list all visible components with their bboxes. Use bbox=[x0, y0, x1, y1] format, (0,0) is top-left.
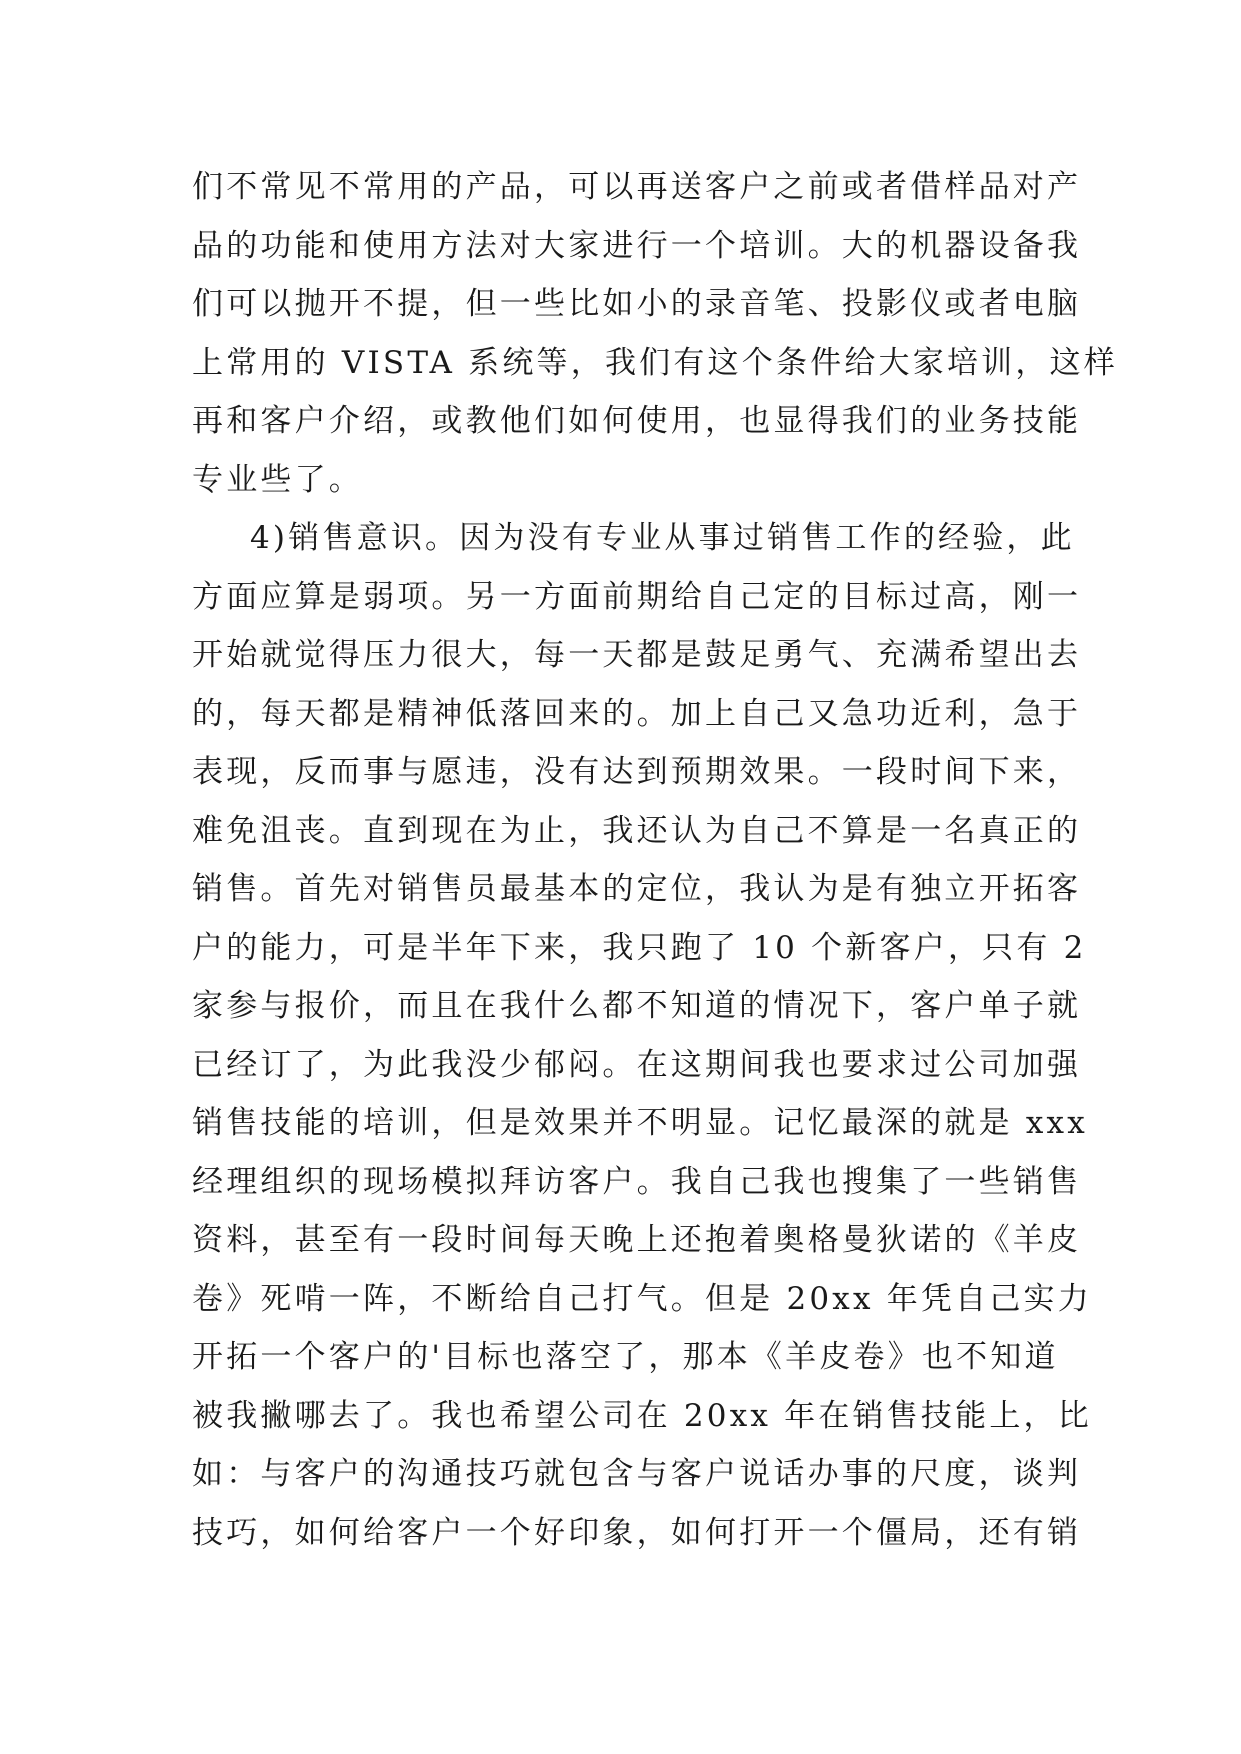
text-line: 们可以抛开不提，但一些比如小的录音笔、投影仪或者电脑 bbox=[192, 286, 1082, 322]
text-line: 户的能力，可是半年下来，我只跑了 10 个新客户，只有 2 bbox=[192, 929, 1087, 966]
text-line: 方面应算是弱项。另一方面前期给自己定的目标过高，刚一 bbox=[192, 578, 1082, 615]
text-line: 技巧，如何给客户一个好印象，如何打开一个僵局，还有销 bbox=[192, 1514, 1082, 1551]
text-line: 被我撇哪去了。我也希望公司在 20xx 年在销售技能上，比 bbox=[192, 1397, 1092, 1434]
text-line: 销售技能的培训，但是效果并不明显。记忆最深的就是 xxx bbox=[192, 1105, 1088, 1141]
text-line: 如：与客户的沟通技巧就包含与客户说话办事的尺度，谈判 bbox=[192, 1456, 1082, 1492]
text-line: 再和客户介绍，或教他们如何使用，也显得我们的业务技能 bbox=[192, 403, 1082, 439]
text-line: 已经订了，为此我没少郁闷。在这期间我也要求过公司加强 bbox=[192, 1046, 1082, 1083]
text-line: 销售。首先对销售员最基本的定位，我认为是有独立开拓客 bbox=[192, 871, 1082, 907]
text-line: 上常用的 VISTA 系统等，我们有这个条件给大家培训，这样 bbox=[192, 344, 1118, 381]
text-line: 的，每天都是精神低落回来的。加上自己又急功近利，急于 bbox=[192, 695, 1082, 732]
text-line: 经理组织的现场模拟拜访客户。我自己我也搜集了一些销售 bbox=[192, 1163, 1082, 1200]
text-line: 们不常见不常用的产品，可以再送客户之前或者借样品对产 bbox=[192, 169, 1082, 205]
text-line: 专业些了。 bbox=[192, 461, 363, 498]
text-line: 开拓一个客户的'目标也落空了，那本《羊皮卷》也不知道 bbox=[192, 1339, 1059, 1375]
text-line: 开始就觉得压力很大，每一天都是鼓足勇气、充满希望出去 bbox=[192, 637, 1082, 673]
text-line: 表现，反而事与愿违，没有达到预期效果。一段时间下来， bbox=[192, 754, 1082, 790]
text-line: 家参与报价，而且在我什么都不知道的情况下，客户单子就 bbox=[192, 988, 1082, 1024]
text-line: 难免沮丧。直到现在为止，我还认为自己不算是一名真正的 bbox=[192, 812, 1082, 849]
text-line: 卷》死啃一阵，不断给自己打气。但是 20xx 年凭自己实力 bbox=[192, 1280, 1092, 1317]
paragraph-start-line: 4)销售意识。因为没有专业从事过销售工作的经验，此 bbox=[250, 520, 1075, 556]
body-text bbox=[192, 158, 1118, 1562]
text-line: 资料，甚至有一段时间每天晚上还抱着奥格曼狄诺的《羊皮 bbox=[192, 1222, 1082, 1258]
text-line: 品的功能和使用方法对大家进行一个培训。大的机器设备我 bbox=[192, 227, 1082, 264]
